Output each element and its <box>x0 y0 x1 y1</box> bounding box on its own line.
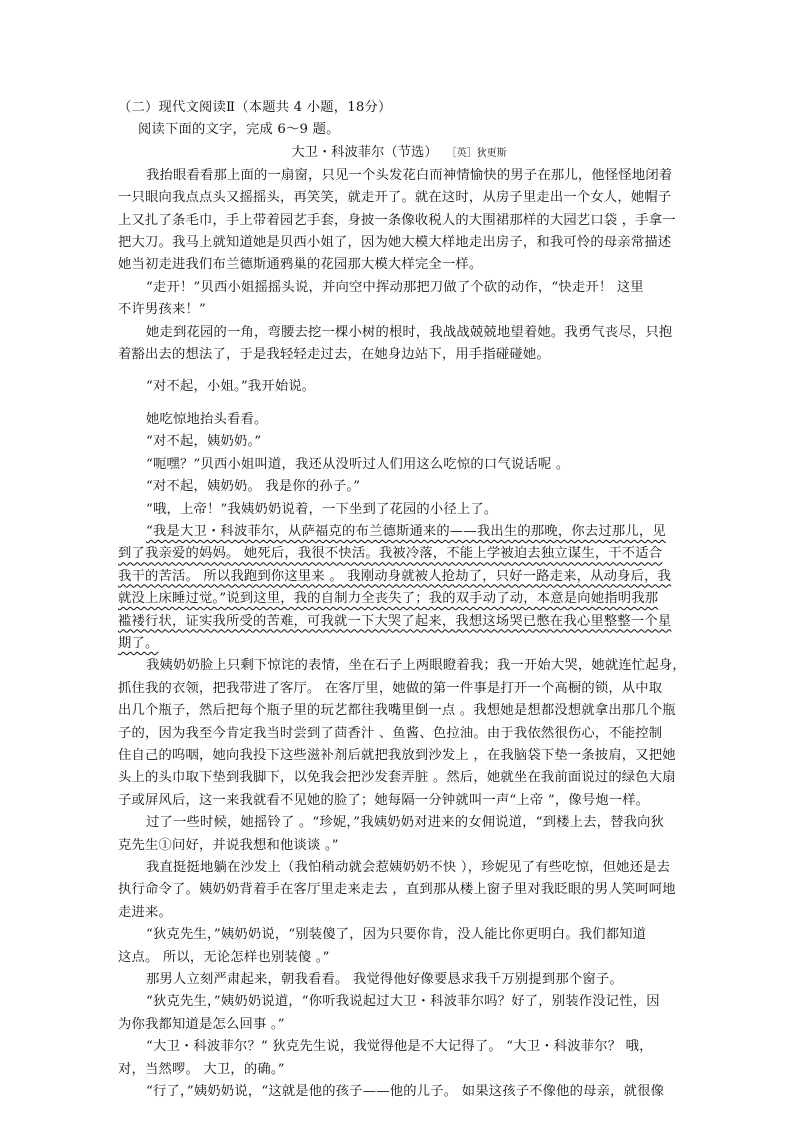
paragraph-line: 她当初走进我们布兰德斯通鸦巢的花园那大模大样完全一样。 <box>118 257 483 273</box>
underlined-line: 褴褛行状，证实我所受的苦难，可我就一下大哭了起来，我想这场哭已憋在我心里整整一个星 <box>118 613 672 629</box>
passage-title: 大卫・科波菲尔（节选） <box>291 144 438 160</box>
paragraph-line: “对不起，小姐。”我开始说。 <box>146 379 316 395</box>
paragraph-line: 把大刀。我马上就知道她是贝西小姐了，因为她大模大样地走出房子，和我可怜的母亲常描述 <box>118 235 672 251</box>
underlined-line: 期了。 <box>118 635 159 651</box>
underlined-line: 我干的苦活。 所以我跑到你这里来 。 我刚动身就被人抢劫了，只好一路走来，从动身后，我 <box>118 568 672 584</box>
paragraph-line: 头上的头巾取下垫到我脚下，以免我会把沙发套弄脏 。然后，她就坐在我前面说过的绿色大扇 <box>118 770 676 786</box>
passage-title-line <box>118 142 680 165</box>
reading-instruction: 阅读下面的文字，完成 6～9 题。 <box>138 122 340 138</box>
paragraph-line: “哦，上帝！”我姨奶奶说着，一下坐到了花园的小径上了。 <box>146 501 498 517</box>
paragraph-line: “狄克先生，”姨奶奶说，“别装傻了，因为只要你肯，没人能比你更明白。我们都知道 <box>146 927 647 943</box>
paragraph-line: 子或屏风后，这一来我就看不见她的脸了；她每隔一分钟就叫一声“上帝 ”，像号炮一样。 <box>118 792 650 808</box>
section-heading: （二）现代文阅读Ⅱ（本题共 4 小题，18分） <box>118 100 392 115</box>
paragraph-line: “走开！”贝西小姐摇摇头说，并向空中挥动那把刀做了个砍的动作，“快走开！ 这里 <box>146 279 644 295</box>
paragraph-line: 我姨奶奶脸上只剩下惊诧的表情，坐在石子上两眼瞪着我；我一开始大哭，她就连忙起身， <box>146 658 686 674</box>
underlined-line: 到了我亲爱的妈妈。 她死后，我很不快活。我被冷落，不能上学被迫去独立谋生，干不适合 <box>118 546 663 562</box>
paragraph-line: “呃嘿？”贝西小姐叫道，我还从没听过人们用这么吃惊的口气说话呢 。 <box>146 456 570 472</box>
paragraph-line: “对不起，姨奶奶。 我是你的孙子。” <box>146 479 361 495</box>
underlined-line: 就没上床睡过觉。”说到这里，我的自制力全丧失了；我的双手动了动，本意是向她指明我那 <box>118 591 659 607</box>
paragraph-line: “大卫・科波菲尔？” 狄克先生说，我觉得他是不大记得了。 “大卫・科波菲尔？ 哦， <box>146 1039 653 1055</box>
paragraph-line: 子的，因为我至今肯定我当时尝到了茴香汁 、鱼酱、色拉油。由于我依然很伤心，不能控制 <box>118 725 663 741</box>
paragraph-line: 上又扎了条毛巾，手上带着园艺手套，身披一条像收税人的大围裙那样的大园艺口袋 ，手拿一 <box>118 212 676 228</box>
paragraph-line: 走进来。 <box>118 904 172 920</box>
paragraph-line: 我直挺挺地躺在沙发上（我怕稍动就会惹姨奶奶不快 ），珍妮见了有些吃惊，但她还是去 <box>146 860 671 875</box>
paragraph-line: 一只眼向我点点头又摇摇头，再笑笑，就走开了。就在这时，从房子里走出一个女人，她帽子 <box>118 190 672 206</box>
underlined-line: “我是大卫・科波菲尔，从萨福克的布兰德斯通来的——我出生的那晚，你去过那儿，见 <box>146 523 666 539</box>
paragraph-line: 抓住我的衣领，把我带进了客厅。 在客厅里，她做的第一件事是打开一个高橱的锁，从中取 <box>118 680 663 696</box>
paragraph-line: 我抬眼看看那上面的一扇窗，只见一个头发花白而神情愉快的男子在那儿，他怪怪地闭着 <box>146 167 673 183</box>
paragraph-line: 她走到花园的一角，弯腰去挖一棵小树的根时，我战战兢兢地望着她。我勇气丧尽，只抱 <box>146 324 673 340</box>
paragraph-line: “狄克先生，”姨奶奶说道，“你听我说起过大卫・科波菲尔吗？好了，别装作没记性，因 <box>146 994 660 1010</box>
paragraph-line: 对，当然啰。 大卫，的确。” <box>118 1061 285 1077</box>
paragraph-line: 克先生①问好，并说我想和他谈谈 。” <box>118 837 339 853</box>
paragraph-line: 着豁出去的想法了，于是我轻轻走过去，在她身边站下，用手指碰碰她。 <box>118 347 550 363</box>
document-page <box>118 97 686 1103</box>
paragraph-line: 她吃惊地抬头看看。 <box>146 411 268 427</box>
paragraph-line: 住自己的呜咽，她向我投下这些滋补剂后就把我放到沙发上 ，在我脑袋下垫一条披肩，又把她 <box>118 747 676 763</box>
paragraph-line: 过了一些时候，她摇铃了 。“珍妮，”我姨奶奶对进来的女佣说道，“到楼上去，替我向狄 <box>146 815 665 831</box>
paragraph-line: 不许男孩来！” <box>118 302 206 318</box>
paragraph-line: 出几个瓶子，然后把每个瓶子里的玩艺都往我嘴里倒一点 。我想她是想都没想就拿出那几个瓶 <box>118 703 676 719</box>
paragraph-line: 那男人立刻严肃起来，朝我看看。 我觉得他好像要恳求我千万别提到那个窗子。 <box>146 972 623 988</box>
paragraph-line: 这点。 所以，无论怎样也别装傻 。” <box>118 949 330 965</box>
passage-author: ［英］狄更斯 <box>451 147 507 159</box>
paragraph-line: 执行命令了。姨奶奶背着手在客厅里走来走去 ，直到那从楼上窗子里对我眨眼的男人笑呵呵地 <box>118 882 676 898</box>
paragraph-line: 为你我都知道是怎么回事 。” <box>118 1016 285 1032</box>
paragraph-line: “对不起，姨奶奶。” <box>146 434 262 450</box>
paragraph-line: “行了，”姨奶奶说，“这就是他的孩子——他的儿子。 如果这孩子不像他的母亲，就很像 <box>146 1084 665 1100</box>
